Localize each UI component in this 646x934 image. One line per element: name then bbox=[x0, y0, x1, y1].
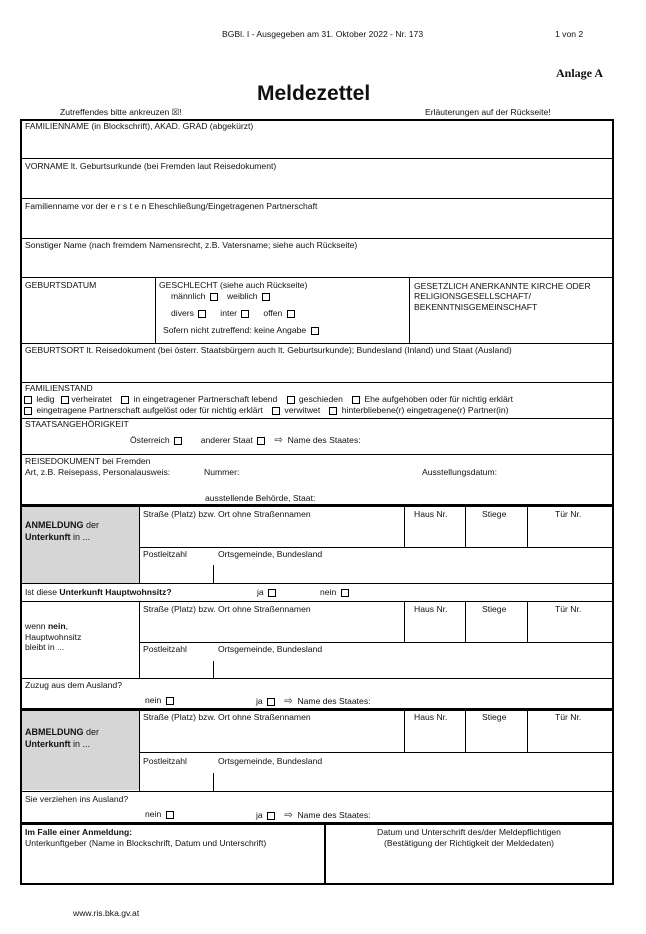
main-residence-no-label: nein bbox=[320, 587, 337, 597]
divider bbox=[139, 711, 140, 791]
landlord-title: Im Falle einer Anmeldung: bbox=[25, 827, 133, 837]
divider bbox=[465, 601, 466, 642]
previous-surname-label: Familienname vor der e r s t e n Eheschließung/Eingetragenen Partnerschaft bbox=[25, 201, 318, 211]
sex-inter-label: inter bbox=[220, 308, 237, 318]
arrow-right-icon: ⇨ bbox=[284, 696, 293, 707]
divider bbox=[213, 565, 214, 583]
marital-single-checkbox[interactable] bbox=[24, 396, 32, 404]
divider bbox=[139, 507, 140, 583]
other-name-field[interactable] bbox=[24, 254, 610, 276]
section-divider bbox=[20, 822, 614, 825]
surname-label: FAMILIENNAME (in Blockschrift), AKAD. GRAD (abgekürzt) bbox=[25, 121, 254, 131]
divider bbox=[139, 752, 614, 753]
landlord-signature-field[interactable] bbox=[24, 852, 320, 882]
if-no-comma: , bbox=[65, 621, 68, 631]
citizenship-austria-checkbox[interactable] bbox=[174, 437, 182, 445]
divider bbox=[139, 547, 614, 548]
street-label: Straße (Platz) bzw. Ort ohne Straßennamen bbox=[143, 712, 311, 722]
divider bbox=[20, 382, 614, 383]
street-label: Straße (Platz) bzw. Ort ohne Straßennamen bbox=[143, 604, 311, 614]
from-abroad-yes-checkbox[interactable] bbox=[267, 698, 275, 706]
citizenship-austria-label: Österreich bbox=[130, 435, 170, 445]
travel-doc-number-label: Nummer: bbox=[204, 467, 240, 477]
signature-line1: Datum und Unterschrift des/der Meldepflichtigen bbox=[377, 827, 561, 837]
divider bbox=[139, 601, 140, 678]
deregistration-label-bold: ABMELDUNG bbox=[25, 727, 84, 737]
arrow-right-icon: ⇨ bbox=[284, 810, 293, 821]
staircase-label: Stiege bbox=[482, 712, 507, 722]
municipality-label: Ortsgemeinde, Bundesland bbox=[218, 549, 323, 559]
house-number-label: Haus Nr. bbox=[414, 509, 448, 519]
birth-place-label: GEBURTSORT lt. Reisedokument (bei österr. Staatsbürgern auch lt. Geburtsurkunde); Bundesland (Inland) und Staat (Ausland) bbox=[25, 345, 512, 355]
annex-label: Anlage A bbox=[556, 66, 604, 80]
citizenship-state-name-label: Name des Staates: bbox=[287, 435, 361, 445]
main-residence-yes-checkbox[interactable] bbox=[268, 589, 276, 597]
main-residence-no bbox=[320, 588, 351, 598]
divider bbox=[20, 343, 614, 344]
door-number-label: Tür Nr. bbox=[555, 712, 582, 722]
divider bbox=[404, 507, 405, 547]
instruction-text: Zutreffendes bitte ankreuzen ☒! bbox=[60, 107, 182, 117]
deregistration-label-rest: der bbox=[83, 727, 100, 737]
to-abroad-yes-checkbox[interactable] bbox=[267, 812, 275, 820]
deregistration-section-label bbox=[25, 727, 99, 750]
divider bbox=[404, 711, 405, 752]
landlord-text: Unterkunftgeber (Name in Blockschrift, Datum und Unterschrift) bbox=[25, 838, 267, 849]
main-residence-yes-label: ja bbox=[257, 587, 264, 597]
sex-female-checkbox[interactable] bbox=[262, 293, 270, 301]
travel-doc-authority-label: ausstellende Behörde, Staat: bbox=[205, 493, 316, 503]
street-label: Straße (Platz) bzw. Ort ohne Straßennamen bbox=[143, 509, 311, 519]
from-abroad-no bbox=[145, 696, 176, 706]
deregistration-label-line2-rest: in ... bbox=[70, 738, 91, 749]
travel-doc-date-label: Ausstellungsdatum: bbox=[422, 467, 497, 477]
door-number-label: Tür Nr. bbox=[555, 509, 582, 519]
from-abroad-no-label: nein bbox=[145, 695, 162, 705]
postcode-label: Postleitzahl bbox=[143, 644, 187, 654]
sex-none-checkbox[interactable] bbox=[311, 327, 319, 335]
postcode-label: Postleitzahl bbox=[143, 549, 187, 559]
main-residence-yes bbox=[257, 588, 278, 598]
postcode-label: Postleitzahl bbox=[143, 756, 187, 766]
other-name-label: Sonstiger Name (nach fremdem Namensrecht, z.B. Vatersname; siehe auch Rückseite) bbox=[25, 240, 358, 250]
main-residence-question-text: Ist diese bbox=[25, 587, 60, 597]
from-abroad-no-checkbox[interactable] bbox=[166, 697, 174, 705]
from-abroad-yes bbox=[256, 696, 371, 708]
first-name-field[interactable] bbox=[24, 175, 610, 197]
marital-divorced-checkbox[interactable] bbox=[287, 396, 295, 404]
religion-label: GESETZLICH ANERKANNTE KIRCHE ODER RELIGIONSGESELLSCHAFT/ BEKENNTNISGEMEINSCHAFT bbox=[414, 281, 591, 312]
page-title: Meldezettel bbox=[257, 82, 371, 105]
registration-label-bold: ANMELDUNG bbox=[25, 520, 84, 530]
sex-none-label: Sofern nicht zutreffend: keine Angabe bbox=[163, 325, 307, 335]
to-abroad-no-label: nein bbox=[145, 809, 162, 819]
deregistration-label-background bbox=[22, 711, 139, 790]
municipality-label: Ortsgemeinde, Bundesland bbox=[218, 756, 323, 766]
if-no-label bbox=[25, 621, 81, 653]
divider bbox=[404, 601, 405, 642]
marital-partnership-checkbox[interactable] bbox=[121, 396, 129, 404]
travel-doc-label: REISEDOKUMENT bei Fremden bbox=[25, 456, 151, 466]
if-no-text: wenn bbox=[25, 621, 48, 631]
registration-label-line2-rest: in ... bbox=[70, 531, 91, 542]
sex-male-checkbox[interactable] bbox=[210, 293, 218, 301]
divider bbox=[465, 711, 466, 752]
marital-surviving-partner-label: hinterbliebene(r) eingetragene(r) Partner(in) bbox=[341, 405, 509, 415]
sex-diverse-label: divers bbox=[171, 308, 194, 318]
main-residence-question-bold: Unterkunft Hauptwohnsitz? bbox=[59, 587, 172, 597]
footer-url: www.ris.bka.gv.at bbox=[73, 908, 140, 918]
divider bbox=[527, 507, 528, 547]
signature-line2: (Bestätigung der Richtigkeit der Meldedaten) bbox=[383, 838, 555, 849]
divider bbox=[20, 454, 614, 455]
marital-options-row1 bbox=[22, 395, 513, 405]
divider bbox=[527, 711, 528, 752]
sex-open-checkbox[interactable] bbox=[287, 310, 295, 318]
house-number-label: Haus Nr. bbox=[414, 604, 448, 614]
registrant-signature-field[interactable] bbox=[330, 852, 610, 882]
registration-label-line2: Unterkunft bbox=[25, 531, 71, 542]
staircase-label: Stiege bbox=[482, 604, 507, 614]
previous-surname-field[interactable] bbox=[24, 215, 610, 237]
divider bbox=[20, 277, 614, 278]
divider bbox=[139, 642, 614, 643]
marital-divorced-label: geschieden bbox=[298, 394, 343, 404]
first-name-label: VORNAME lt. Geburtsurkunde (bei Fremden laut Reisedokument) bbox=[25, 161, 277, 171]
citizenship-label: STAATSANGEHÖRIGKEIT bbox=[25, 419, 129, 429]
marital-widowed-label: verwitwet bbox=[284, 405, 321, 415]
divider bbox=[20, 158, 614, 159]
divider bbox=[20, 583, 614, 584]
marital-single-label: ledig bbox=[36, 394, 55, 404]
citizenship-other-checkbox[interactable] bbox=[257, 437, 265, 445]
marital-partnership-label: in eingetragener Partnerschaft lebend bbox=[133, 394, 278, 404]
to-abroad-yes bbox=[256, 810, 371, 822]
sex-inter-checkbox[interactable] bbox=[241, 310, 249, 318]
divider bbox=[324, 824, 326, 885]
divider bbox=[213, 773, 214, 791]
landlord-block bbox=[25, 827, 266, 849]
sex-female-label: weiblich bbox=[226, 291, 258, 301]
sex-open-label: offen bbox=[263, 308, 283, 318]
arrow-right-icon: ⇨ bbox=[274, 435, 283, 446]
to-abroad-state-name-label: Name des Staates: bbox=[297, 810, 371, 820]
door-number-label: Tür Nr. bbox=[555, 604, 582, 614]
divider bbox=[527, 601, 528, 642]
divider bbox=[20, 791, 614, 792]
signature-block bbox=[328, 827, 610, 849]
municipality-label: Ortsgemeinde, Bundesland bbox=[218, 644, 323, 654]
divider bbox=[409, 277, 410, 343]
marital-annulled-label: Ehe aufgehoben oder für nichtig erklärt bbox=[364, 394, 513, 404]
divider bbox=[20, 198, 614, 199]
house-number-label: Haus Nr. bbox=[414, 712, 448, 722]
from-abroad-state-name-label: Name des Staates: bbox=[297, 696, 371, 706]
divider bbox=[20, 601, 614, 602]
sex-male-label: männlich bbox=[171, 291, 206, 301]
citizenship-other-label: anderer Staat bbox=[200, 435, 253, 445]
registration-label-background bbox=[22, 507, 139, 583]
to-abroad-no bbox=[145, 810, 176, 820]
from-abroad-yes-label: ja bbox=[256, 696, 263, 706]
to-abroad-no-checkbox[interactable] bbox=[166, 811, 174, 819]
birth-place-field[interactable] bbox=[24, 359, 610, 381]
travel-doc-type-label: Art, z.B. Reisepass, Personalausweis: bbox=[25, 467, 171, 477]
page-number: 1 von 2 bbox=[555, 29, 584, 39]
if-no-line2: Hauptwohnsitz bbox=[25, 631, 82, 642]
registration-section-label bbox=[25, 520, 99, 543]
divider bbox=[213, 661, 214, 678]
marital-annulled-checkbox[interactable] bbox=[352, 396, 360, 404]
main-residence-no-checkbox[interactable] bbox=[341, 589, 349, 597]
gazette-reference: BGBl. I - Ausgegeben am 31. Oktober 2022 - Nr. 173 bbox=[222, 29, 424, 39]
to-abroad-yes-label: ja bbox=[256, 810, 263, 820]
marital-partnership-dissolved-checkbox[interactable] bbox=[24, 407, 32, 415]
registration-label-rest: der bbox=[83, 520, 100, 530]
sex-diverse-checkbox[interactable] bbox=[198, 310, 206, 318]
marital-options-row2 bbox=[22, 406, 509, 416]
surname-field[interactable] bbox=[24, 135, 610, 157]
divider bbox=[20, 678, 614, 679]
sex-options-row2 bbox=[171, 309, 297, 319]
sex-options-row1 bbox=[171, 292, 272, 302]
staircase-label: Stiege bbox=[482, 509, 507, 519]
sex-label: GESCHLECHT (siehe auch Rückseite) bbox=[159, 280, 308, 290]
birth-date-label: GEBURTSDATUM bbox=[25, 280, 97, 290]
marital-married-checkbox[interactable] bbox=[61, 396, 69, 404]
divider bbox=[465, 507, 466, 547]
citizenship-options bbox=[130, 435, 361, 447]
if-no-line3: bleibt in ... bbox=[25, 642, 65, 653]
sex-none-row bbox=[163, 326, 321, 336]
if-no-bold: nein bbox=[47, 621, 66, 631]
from-abroad-question: Zuzug aus dem Ausland? bbox=[25, 680, 122, 690]
marital-surviving-partner-checkbox[interactable] bbox=[329, 407, 337, 415]
deregistration-label-line2: Unterkunft bbox=[25, 738, 71, 749]
marital-married-label: verheiratet bbox=[71, 394, 112, 404]
divider bbox=[20, 238, 614, 239]
marital-status-label: FAMILIENSTAND bbox=[25, 383, 93, 393]
to-abroad-question: Sie verziehen ins Ausland? bbox=[25, 794, 129, 804]
marital-partnership-dissolved-label: eingetragene Partnerschaft aufgelöst oder für nichtig erklärt bbox=[36, 405, 263, 415]
main-residence-question bbox=[25, 588, 172, 598]
explanations-note: Erläuterungen auf der Rückseite! bbox=[425, 107, 551, 117]
divider bbox=[155, 277, 156, 343]
marital-widowed-checkbox[interactable] bbox=[272, 407, 280, 415]
